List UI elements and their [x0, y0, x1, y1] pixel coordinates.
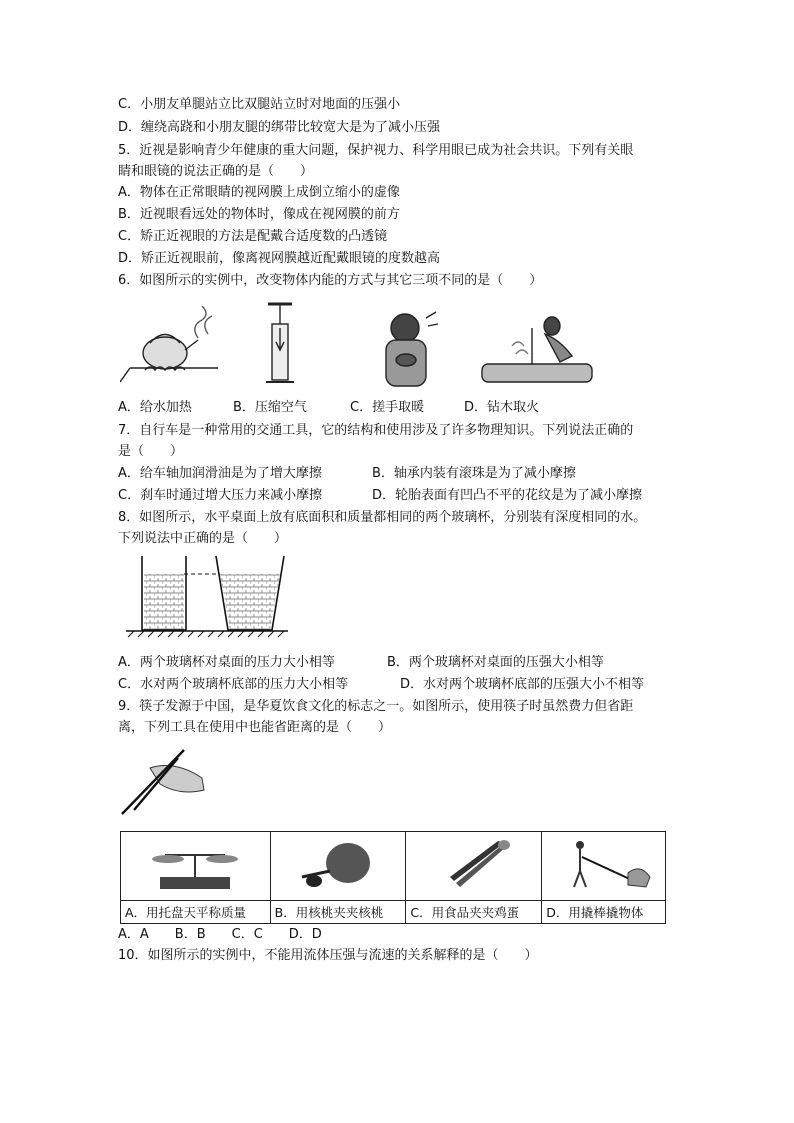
q9-stem-line2: 离，下列工具在使用中也能省距离的是（ ） — [118, 720, 392, 735]
q6-option-a: A．给水加热 — [118, 400, 192, 415]
q8-option-c: C．水对两个玻璃杯底部的压力大小相等 — [118, 677, 349, 692]
q8-option-b: B．两个玻璃杯对桌面的压强大小相等 — [387, 655, 604, 670]
q6-option-d: D．钻木取火 — [464, 400, 540, 415]
q7-stem-line1: 7．自行车是一种常用的交通工具，它的结构和使用涉及了许多物理知识。下列说法正确的 — [118, 423, 634, 438]
q9-answer-options: A．A B．B C．C D．D — [118, 927, 322, 942]
q8-stem-line1: 8．如图所示，水平桌面上放有底面积和质量都相同的两个玻璃杯，分别装有深度相同的水。 — [118, 510, 647, 525]
rubbing-hands-image — [386, 312, 438, 386]
crowbar-image — [554, 837, 654, 893]
q5-stem-line2: 睛和眼镜的说法正确的是（ ） — [118, 164, 314, 179]
q5-option-a: A．物体在正常眼睛的视网膜上成倒立缩小的虚像 — [118, 185, 400, 200]
air-pump-image — [266, 304, 294, 382]
tool-caption-c: C．用食品夹夹鸡蛋 — [406, 901, 542, 924]
q6-option-b: B．压缩空气 — [233, 400, 307, 415]
balance-image — [140, 837, 250, 893]
q8-stem-line2: 下列说法中正确的是（ ） — [118, 531, 288, 546]
q7-stem-line2: 是（ ） — [118, 444, 184, 459]
drilling-wood-image — [482, 317, 592, 382]
q5-option-b: B．近视眼看远处的物体时，像成在视网膜的前方 — [118, 207, 400, 222]
food-tongs-image — [424, 837, 524, 893]
glass-2-water — [220, 574, 280, 630]
q6-figure-strip — [120, 298, 600, 390]
q9-tools-table — [120, 831, 666, 924]
q4-option-c: C．小朋友单腿站立比双腿站立时对地面的压强小 — [118, 97, 401, 112]
crowbar-cell — [542, 832, 666, 901]
q8-glasses-figure — [122, 554, 292, 638]
q9-stem-line1: 9．筷子发源于中国，是华夏饮食文化的标志之一。如图所示，使用筷子时虽然费力但省距 — [118, 699, 634, 714]
glass-1-water — [144, 574, 184, 630]
q10-stem: 10．如图所示的实例中，不能用流体压强与流速的关系解释的是（ ） — [118, 948, 538, 963]
q7-option-b: B．轴承内装有滚珠是为了减小摩擦 — [372, 466, 576, 481]
food-tongs-cell — [406, 832, 542, 901]
q8-option-d: D．水对两个玻璃杯底部的压强大小不相等 — [400, 677, 645, 692]
nutcracker-cell — [270, 832, 406, 901]
kettle-image — [120, 306, 218, 382]
tool-caption-d: D．用撬棒撬物体 — [542, 901, 666, 924]
q4-option-d: D．缠绕高跷和小朋友腿的绑带比较宽大是为了减小压强 — [118, 120, 441, 135]
q6-option-c: C．搓手取暖 — [350, 400, 425, 415]
chopsticks-figure — [120, 744, 210, 818]
nutcracker-image — [288, 837, 388, 893]
q5-option-d: D．矫正近视眼前，像离视网膜越近配戴眼镜的度数越高 — [118, 251, 441, 266]
tool-caption-a: A．用托盘天平称质量 — [121, 901, 271, 924]
tool-caption-b: B．用核桃夹夹核桃 — [270, 901, 406, 924]
q5-option-c: C．矫正近视眼的方法是配戴合适度数的凸透镜 — [118, 229, 388, 244]
q7-option-a: A．给车轴加润滑油是为了增大摩擦 — [118, 466, 322, 481]
q6-stem: 6．如图所示的实例中，改变物体内能的方式与其它三项不同的是（ ） — [118, 273, 543, 288]
q5-stem-line1: 5．近视是影响青少年健康的重大问题，保护视力、科学用眼已成为社会共识。下列有关眼 — [118, 143, 634, 158]
q7-option-c: C．刹车时通过增大压力来减小摩擦 — [118, 488, 323, 503]
q7-option-d: D．轮胎表面有凹凸不平的花纹是为了减小摩擦 — [372, 488, 643, 503]
q8-option-a: A．两个玻璃杯对桌面的压力大小相等 — [118, 655, 335, 670]
balance-cell — [121, 832, 271, 901]
